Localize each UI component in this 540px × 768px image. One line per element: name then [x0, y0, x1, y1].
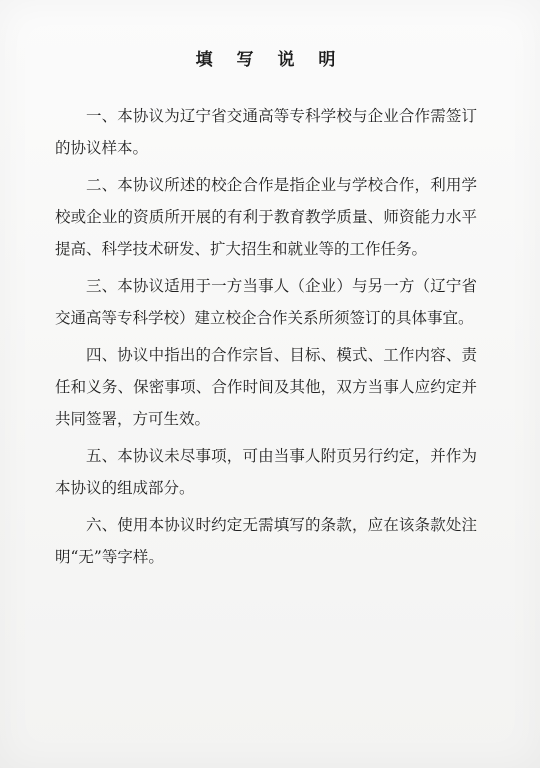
instruction-paragraph-1: 一、本协议为辽宁省交通高等专科学校与企业合作需签订的协议样本。	[55, 107, 477, 157]
instruction-paragraph-4: 四、协议中指出的合作宗旨、目标、模式、工作内容、责任和义务、保密事项、合作时间及其他，双方当事人应约定并共同签署，方可生效。	[55, 346, 477, 428]
instruction-paragraph-3: 三、本协议适用于一方当事人（企业）与另一方（辽宁省交通高等专科学校）建立校企合作关系所须签订的具体事宜。	[55, 277, 477, 327]
instructions-body	[55, 100, 477, 578]
instruction-paragraph-5: 五、本协议未尽事项，可由当事人附页另行约定，并作为本协议的组成部分。	[55, 447, 477, 497]
instruction-paragraph-6: 六、使用本协议时约定无需填写的条款，应在该条款处注明“无”等字样。	[55, 516, 477, 566]
instruction-paragraph-2: 二、本协议所述的校企合作是指企业与学校合作，利用学校或企业的资质所开展的有利于教育教学质量、师资能力水平提高、科学技术研发、扩大招生和就业等的工作任务。	[55, 176, 477, 258]
page-title: 填 写 说 明	[195, 50, 345, 70]
